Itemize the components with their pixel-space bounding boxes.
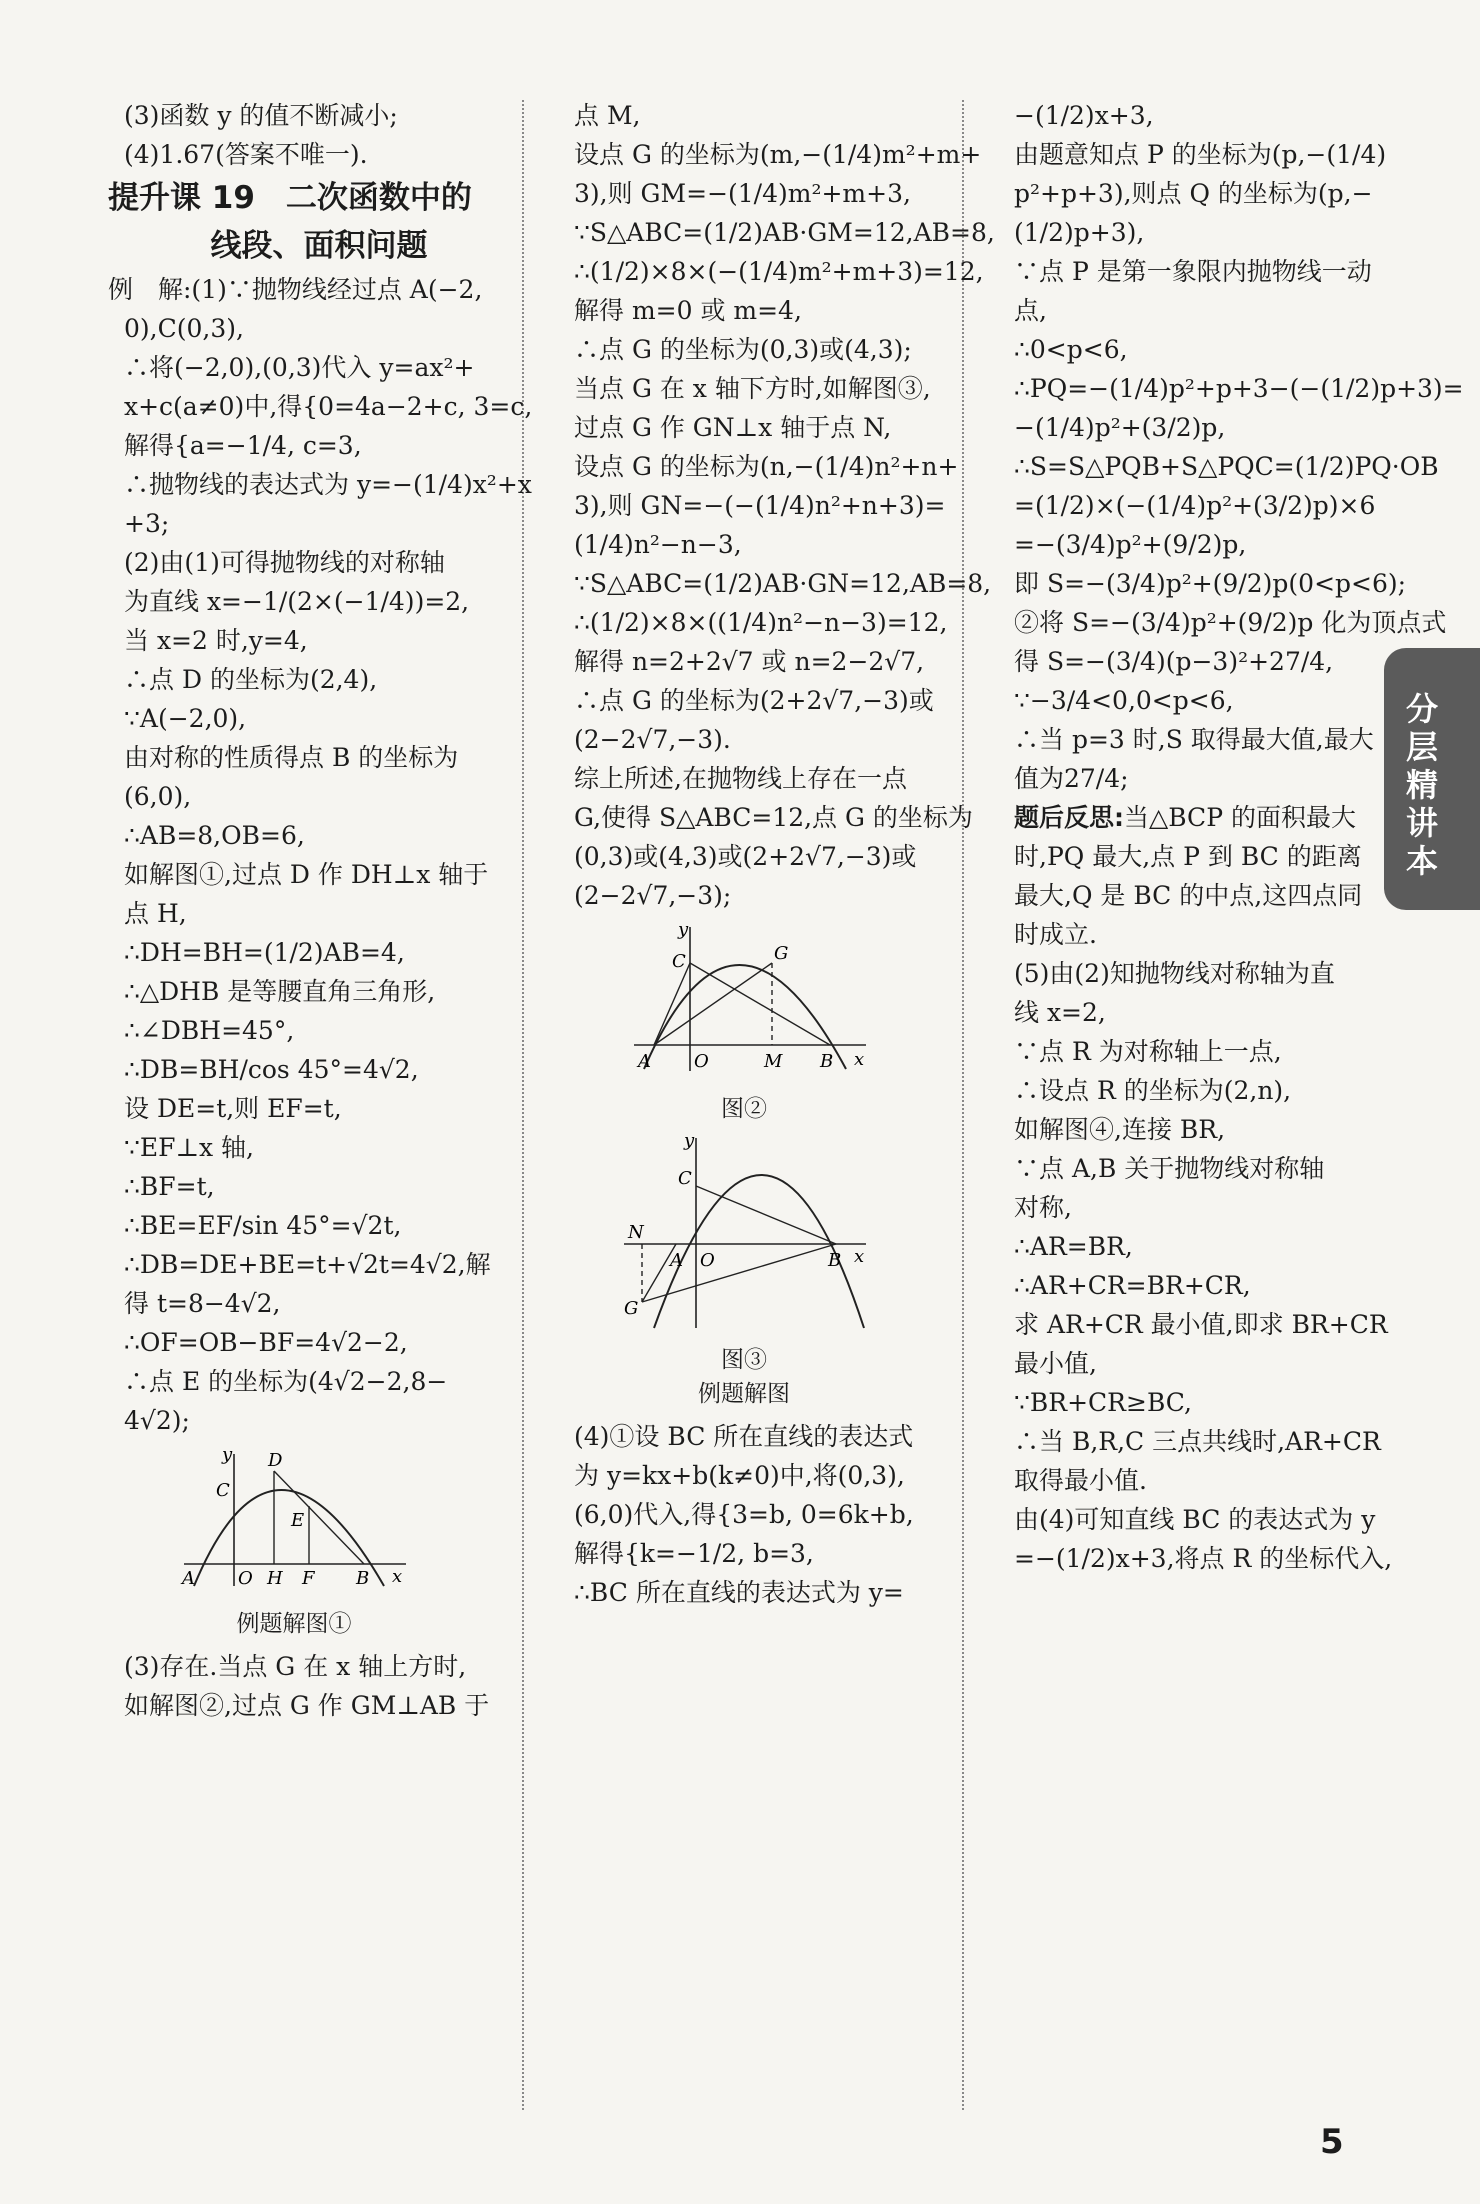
text-line: G,使得 S△ABC=12,点 G 的坐标为 (574, 803, 973, 832)
parabola-figure-1 (174, 1446, 414, 1596)
text-line: (3)存在.当点 G 在 x 轴上方时, (124, 1652, 467, 1681)
text-line: 时,PQ 最大,点 P 到 BC 的距离 (1014, 842, 1362, 871)
text-line: 当 x=2 时,y=4, (124, 626, 308, 655)
text-line: 对称, (1014, 1193, 1072, 1222)
fig1-label-d: D (268, 1450, 283, 1471)
text-line: 设点 G 的坐标为(m,−(1/4)m²+m+ (574, 140, 982, 169)
lesson-subtitle: 线段、面积问题 (210, 228, 428, 264)
text-line: ∴DB=DE+BE=t+√2t=4√2,解 (124, 1250, 491, 1279)
reflection-label: 题后反思: (1014, 803, 1124, 832)
text-line: (0,3)或(4,3)或(2+2√7,−3)或 (574, 842, 917, 871)
page-number: 5 (1320, 2122, 1344, 2162)
text-line: ∴S=S△PQB+S△PQC=(1/2)PQ·OB (1014, 452, 1439, 481)
text-line: (2−2√7,−3). (574, 725, 731, 754)
text-line: 为直线 x=−1/(2×(−1/4))=2, (124, 587, 470, 616)
text-line: ∴抛物线的表达式为 y=−(1/4)x²+x (124, 470, 532, 499)
text-line: 线 x=2, (1014, 998, 1106, 1027)
fig2-label-y: y (678, 921, 689, 940)
text-line: ∴将(−2,0),(0,3)代入 y=ax²+ (124, 353, 475, 382)
fig2-label-g: G (774, 943, 789, 964)
text-line: ∴OF=OB−BF=4√2−2, (124, 1328, 408, 1357)
fig3-label-a: A (670, 1250, 683, 1271)
text-line: ∴∠DBH=45°, (124, 1016, 295, 1045)
text-line: 当点 G 在 x 轴下方时,如解图③, (574, 374, 931, 403)
fig3-label-g: G (624, 1298, 639, 1319)
text-line: 如解图①,过点 D 作 DH⊥x 轴于 (124, 860, 489, 889)
fig1-label-x: x (392, 1566, 403, 1587)
text-line: 3),则 GN=−(−(1/4)n²+n+3)= (574, 491, 946, 520)
text-line: +3; (124, 509, 170, 538)
text-line: ∴DB=BH/cos 45°=4√2, (124, 1055, 419, 1084)
fig1-label-a: A (182, 1568, 195, 1589)
fig1-label-f: F (302, 1568, 315, 1589)
column-separator-2 (962, 100, 964, 2110)
text-line: 点 H, (124, 899, 187, 928)
text-line: 取得最小值. (1014, 1466, 1147, 1495)
text-line: 解得 m=0 或 m=4, (574, 296, 802, 325)
text-line: 点, (1014, 296, 1047, 325)
text-line: 3),则 GM=−(1/4)m²+m+3, (574, 179, 911, 208)
fig2-label-m: M (764, 1051, 783, 1072)
text-line: =−(3/4)p²+(9/2)p, (1014, 530, 1247, 559)
fig3-label-b: B (828, 1250, 842, 1271)
text-line: 解得{a=−1/4, c=3, (124, 431, 362, 460)
text-line: ∴(1/2)×8×((1/4)n²−n−3)=12, (574, 608, 948, 637)
figure-3-caption: 图③ (721, 1347, 767, 1373)
text-line: ∴当 B,R,C 三点共线时,AR+CR (1014, 1427, 1381, 1456)
text-line: (1/4)n²−n−3, (574, 530, 742, 559)
fig1-label-h: H (267, 1568, 283, 1589)
text-line: ∴PQ=−(1/4)p²+p+3−(−(1/2)p+3)= (1014, 374, 1464, 403)
text-line: 解得{k=−1/2, b=3, (574, 1539, 814, 1568)
text-line: ∵点 R 为对称轴上一点, (1014, 1037, 1282, 1066)
text-line: 求 AR+CR 最小值,即求 BR+CR (1014, 1310, 1388, 1339)
reflection-line (998, 798, 1370, 837)
text-line: ②将 S=−(3/4)p²+(9/2)p 化为顶点式 (1014, 608, 1447, 637)
text-line: ∴BF=t, (124, 1172, 215, 1201)
text-line: (6,0), (124, 782, 192, 811)
text-line: 得 S=−(3/4)(p−3)²+27/4, (1014, 647, 1334, 676)
text-line: 时成立. (1014, 920, 1097, 949)
fig1-label-b: B (356, 1568, 370, 1589)
fig1-label-e: E (291, 1510, 305, 1531)
fig3-label-y: y (684, 1132, 695, 1151)
text-line: ∴设点 R 的坐标为(2,n), (1014, 1076, 1292, 1105)
text-line: 设 DE=t,则 EF=t, (124, 1094, 342, 1123)
text-line: ∴△DHB 是等腰直角三角形, (124, 977, 436, 1006)
text-line: p²+p+3),则点 Q 的坐标为(p,− (1014, 179, 1373, 208)
text-line: 解得 n=2+2√7 或 n=2−2√7, (574, 647, 925, 676)
text-line: ∴AR=BR, (1014, 1232, 1133, 1261)
figure-1 (108, 1446, 480, 1641)
text-line: 设点 G 的坐标为(n,−(1/4)n²+n+ (574, 452, 959, 481)
text-line: 点 M, (574, 101, 641, 130)
text-line: 如解图②,过点 G 作 GM⊥AB 于 (124, 1691, 490, 1720)
text-line: ∵EF⊥x 轴, (124, 1133, 255, 1162)
figure-2 (558, 921, 930, 1126)
side-tab-label: 分层精讲本 (1405, 690, 1438, 880)
parabola-figure-2 (614, 921, 874, 1081)
text-line: ∴点 E 的坐标为(4√2−2,8− (124, 1367, 448, 1396)
text-line: ∵−3/4<0,0<p<6, (1014, 686, 1234, 715)
text-line: (4)①设 BC 所在直线的表达式 (574, 1422, 914, 1451)
text-line: 综上所述,在抛物线上存在一点 (574, 764, 907, 793)
fig3-label-n: N (628, 1222, 644, 1243)
text-line: 得 t=8−4√2, (124, 1289, 281, 1318)
text-line: ∴点 D 的坐标为(2,4), (124, 665, 378, 694)
text-line: 4√2); (124, 1406, 190, 1435)
fig2-label-c: C (672, 951, 686, 972)
parabola-figure-3 (614, 1132, 874, 1332)
text-line: ∴当 p=3 时,S 取得最大值,最大 (1014, 725, 1374, 754)
text-line: ∴DH=BH=(1/2)AB=4, (124, 938, 405, 967)
text-line: 0),C(0,3), (124, 314, 244, 343)
text-line: 由(4)可知直线 BC 的表达式为 y (1014, 1505, 1376, 1534)
text-line: (2)由(1)可得抛物线的对称轴 (124, 548, 445, 577)
text-line: 过点 G 作 GN⊥x 轴于点 N, (574, 413, 892, 442)
fig1-label-c: C (216, 1480, 230, 1501)
figure-1-caption: 例题解图① (236, 1611, 352, 1637)
text-line: ∴点 G 的坐标为(2+2√7,−3)或 (574, 686, 934, 715)
text-line: 例 解:(1)∵抛物线经过点 A(−2, (108, 275, 483, 304)
fig2-label-x: x (854, 1049, 865, 1070)
text-line: 由题意知点 P 的坐标为(p,−(1/4) (1014, 140, 1387, 169)
reflection-text: 当△BCP 的面积最大 (1124, 803, 1356, 832)
text-line: 最小值, (1014, 1349, 1097, 1378)
text-line: ∵点 A,B 关于抛物线对称轴 (1014, 1154, 1325, 1183)
figure-2-caption: 图② (721, 1096, 767, 1122)
text-line: ∴点 G 的坐标为(0,3)或(4,3); (574, 335, 912, 364)
text-line: 即 S=−(3/4)p²+(9/2)p(0<p<6); (1014, 569, 1407, 598)
column-1 (108, 96, 533, 1725)
text-line: ∵A(−2,0), (124, 704, 247, 733)
text-line: ∴BC 所在直线的表达式为 y= (574, 1578, 904, 1607)
text-line: −(1/4)p²+(3/2)p, (1014, 413, 1226, 442)
text-line: ∵S△ABC=(1/2)AB·GM=12,AB=8, (574, 218, 995, 247)
text-line: (1/2)p+3), (1014, 218, 1145, 247)
text-line: =(1/2)×(−(1/4)p²+(3/2)p)×6 (1014, 491, 1376, 520)
text-line: (3)函数 y 的值不断减小; (124, 101, 398, 130)
text-line: 值为27/4; (1014, 764, 1129, 793)
text-line: ∵S△ABC=(1/2)AB·GN=12,AB=8, (574, 569, 992, 598)
text-line: (5)由(2)知抛物线对称轴为直 (1014, 959, 1335, 988)
fig1-label-o: O (238, 1568, 253, 1589)
text-line: ∵BR+CR≥BC, (1014, 1388, 1192, 1417)
fig2-label-o: O (694, 1051, 709, 1072)
text-line: (6,0)代入,得{3=b, 0=6k+b, (574, 1500, 914, 1529)
text-line: 最大,Q 是 BC 的中点,这四点同 (1014, 881, 1363, 910)
fig2-label-a: A (638, 1051, 651, 1072)
text-line: ∴BE=EF/sin 45°=√2t, (124, 1211, 402, 1240)
text-line: ∵点 P 是第一象限内抛物线一动 (1014, 257, 1372, 286)
text-line: =−(1/2)x+3,将点 R 的坐标代入, (1014, 1544, 1393, 1573)
text-line: (4)1.67(答案不唯一). (124, 140, 368, 169)
text-line: 如解图④,连接 BR, (1014, 1115, 1226, 1144)
text-line: ∴AR+CR=BR+CR, (1014, 1271, 1251, 1300)
fig2-label-b: B (820, 1051, 834, 1072)
text-line: 由对称的性质得点 B 的坐标为 (124, 743, 459, 772)
text-line: ∴AB=8,OB=6, (124, 821, 305, 850)
text-line: −(1/2)x+3, (1014, 101, 1154, 130)
lesson-title: 提升课 19 二次函数中的 (108, 180, 472, 216)
text-line: (2−2√7,−3); (574, 881, 732, 910)
figures-caption: 例题解图 (698, 1381, 790, 1407)
text-line: x+c(a≠0)中,得{0=4a−2+c, 3=c, (124, 392, 533, 421)
text-line: ∴0<p<6, (1014, 335, 1128, 364)
fig1-label-y: y (222, 1446, 233, 1465)
fig3-label-x: x (854, 1246, 865, 1267)
column-2 (558, 96, 995, 1612)
text-line: 为 y=kx+b(k≠0)中,将(0,3), (574, 1461, 905, 1490)
fig3-label-c: C (678, 1168, 692, 1189)
figure-3 (558, 1132, 930, 1411)
fig3-label-o: O (700, 1250, 715, 1271)
text-line: ∴(1/2)×8×(−(1/4)m²+m+3)=12, (574, 257, 984, 286)
